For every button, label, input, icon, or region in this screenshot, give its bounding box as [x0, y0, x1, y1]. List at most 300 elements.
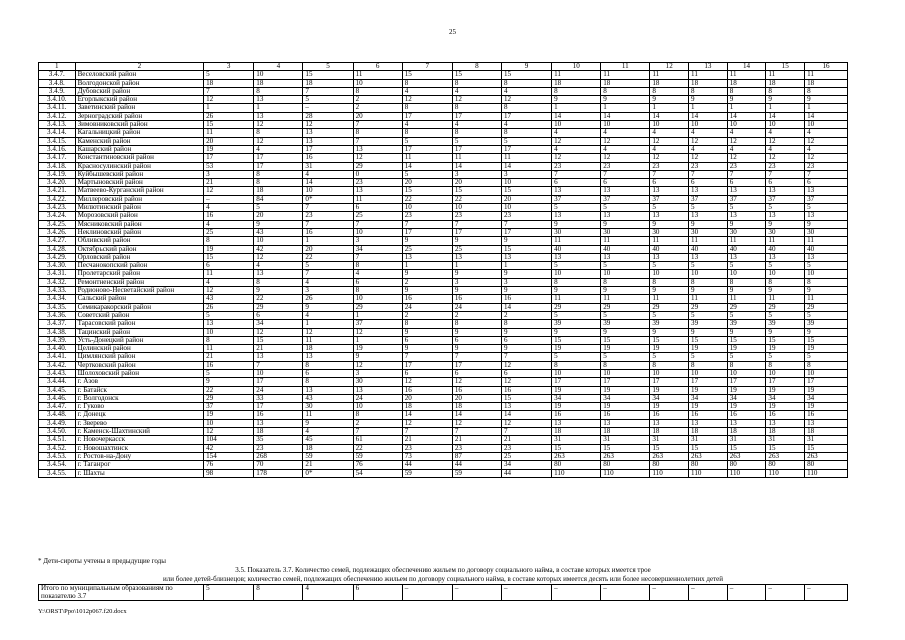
value-cell: 42	[204, 444, 254, 452]
value-cell: 4	[501, 87, 551, 95]
value-cell: 8	[353, 262, 402, 270]
value-cell: 23	[552, 162, 601, 170]
value-cell: 1	[452, 262, 501, 270]
value-cell: 11	[501, 154, 551, 162]
value-cell: 8	[303, 378, 353, 386]
value-cell: 34	[254, 320, 303, 328]
value-cell: 15	[689, 444, 728, 452]
value-cell: 12	[353, 328, 402, 336]
value-cell: 5	[303, 262, 353, 270]
value-cell: 6	[204, 262, 254, 270]
value-cell: 3	[452, 278, 501, 286]
value-cell: 12	[552, 137, 601, 145]
value-cell: 13	[303, 386, 353, 394]
value-cell: 10	[353, 79, 402, 87]
value-cell: 11	[601, 71, 650, 79]
value-cell: 4	[303, 311, 353, 319]
value-cell: 23	[402, 212, 452, 220]
row-number-cell: 3.4.52.	[39, 444, 76, 452]
value-cell: 3	[303, 287, 353, 295]
value-cell: 3	[353, 369, 402, 377]
table-row	[39, 104, 848, 112]
value-cell: 13	[766, 419, 805, 427]
district-name-cell: Зерноградский район	[75, 112, 204, 120]
value-cell: 13	[552, 187, 601, 195]
row-number-cell: 3.4.28.	[39, 245, 76, 253]
value-cell: 104	[204, 436, 254, 444]
table-row	[39, 228, 848, 236]
value-cell: 80	[552, 461, 601, 469]
value-cell: 10	[601, 121, 650, 129]
district-name-cell: Песчанокопский район	[75, 262, 204, 270]
value-cell: 8	[402, 79, 452, 87]
value-cell: 18	[650, 79, 689, 87]
value-cell: 9	[601, 328, 650, 336]
value-cell: 40	[766, 245, 805, 253]
value-cell: 6	[805, 179, 848, 187]
district-name-cell: Чертковский район	[75, 361, 204, 369]
value-cell: 40	[805, 245, 848, 253]
value-cell: 29	[601, 303, 650, 311]
value-cell: 9	[452, 270, 501, 278]
value-cell: 12	[452, 96, 501, 104]
district-name-cell: г. Батайск	[75, 386, 204, 394]
row-number-cell: 3.4.54.	[39, 461, 76, 469]
row-number-cell: 3.4.21.	[39, 187, 76, 195]
value-cell: 21	[303, 461, 353, 469]
value-cell: 18	[766, 428, 805, 436]
table-row	[39, 253, 848, 261]
indicator-line-1: 3.5. Показатель 3.7. Количество семей, подлежащих обеспечению жильем по договору социального найма, в составе которых имеется трое	[235, 566, 651, 574]
value-cell: 42	[254, 245, 303, 253]
value-cell: 12	[254, 253, 303, 261]
district-name-cell: г. Новошахтинск	[75, 444, 204, 452]
value-cell: 7	[805, 170, 848, 178]
value-cell: 18	[805, 428, 848, 436]
value-cell: 7	[353, 220, 402, 228]
table-row	[39, 237, 848, 245]
district-name-cell: Красносулинский район	[75, 162, 204, 170]
value-cell: 5	[805, 262, 848, 270]
header-cell: 1	[39, 63, 76, 71]
value-cell: 20	[501, 195, 551, 203]
value-cell: 5	[601, 311, 650, 319]
district-name-cell: Кагальницкий район	[75, 129, 204, 137]
value-cell: 70	[254, 461, 303, 469]
value-cell: 13	[727, 187, 766, 195]
value-cell: 9	[650, 328, 689, 336]
value-cell: 39	[689, 320, 728, 328]
value-cell: 5	[727, 204, 766, 212]
value-cell: 40	[650, 245, 689, 253]
value-cell: 17	[452, 145, 501, 153]
value-cell: 8	[601, 278, 650, 286]
value-cell: 17	[254, 154, 303, 162]
value-cell: 15	[689, 336, 728, 344]
value-cell: 20	[402, 179, 452, 187]
value-cell: 8	[552, 87, 601, 95]
value-cell: 9	[689, 96, 728, 104]
value-cell: 37	[204, 403, 254, 411]
table-row	[39, 137, 848, 145]
value-cell: 18	[689, 79, 728, 87]
header-cell: 15	[766, 63, 805, 71]
indicator-line-2: или более детей-близнецов; количество семей, подлежащих обеспечению жильем по договору социального найма, в составе которых имеется десять или более несовершеннолетних детей	[163, 575, 723, 584]
table-row	[39, 353, 848, 361]
value-cell: 5	[689, 262, 728, 270]
value-cell: 15	[204, 121, 254, 129]
value-cell: 5	[601, 204, 650, 212]
table-row	[39, 461, 848, 469]
value-cell: 3	[501, 170, 551, 178]
value-cell: 14	[552, 112, 601, 120]
value-cell: 8	[805, 87, 848, 95]
district-name-cell: Волгодонской район	[75, 79, 204, 87]
value-cell: 10	[601, 270, 650, 278]
value-cell: 15	[452, 71, 501, 79]
value-cell: 80	[727, 461, 766, 469]
table-row	[39, 121, 848, 129]
value-cell: 30	[727, 228, 766, 236]
value-cell: 16	[650, 411, 689, 419]
value-cell: 20	[353, 112, 402, 120]
total-value-cell: –	[650, 585, 689, 601]
value-cell: 5	[601, 353, 650, 361]
value-cell: 17	[402, 112, 452, 120]
value-cell: 8	[650, 87, 689, 95]
value-cell: 11	[552, 71, 601, 79]
value-cell: 22	[353, 444, 402, 452]
table-row	[39, 469, 848, 477]
value-cell: 17	[805, 378, 848, 386]
value-cell: 9	[727, 328, 766, 336]
value-cell: 11	[402, 154, 452, 162]
value-cell: 31	[805, 436, 848, 444]
value-cell: 13	[353, 145, 402, 153]
value-cell: 19	[552, 345, 601, 353]
table-row	[39, 179, 848, 187]
value-cell: 17	[501, 145, 551, 153]
value-cell: 11	[805, 71, 848, 79]
district-name-cell: Неклиновский район	[75, 228, 204, 236]
row-number-cell: 3.4.10.	[39, 96, 76, 104]
district-name-cell: г. Донецк	[75, 411, 204, 419]
district-name-cell: г. Гуково	[75, 403, 204, 411]
row-number-cell: 3.4.38.	[39, 328, 76, 336]
row-number-cell: 3.4.27.	[39, 237, 76, 245]
district-name-cell: Тацинский район	[75, 328, 204, 336]
table-row	[39, 87, 848, 95]
value-cell: 59	[452, 469, 501, 477]
value-cell: 7	[303, 270, 353, 278]
value-cell: 9	[766, 220, 805, 228]
value-cell: 110	[552, 469, 601, 477]
header-cell: 3	[204, 63, 254, 71]
value-cell: 29	[552, 303, 601, 311]
value-cell: 17	[254, 162, 303, 170]
value-cell: 17	[452, 228, 501, 236]
value-cell: 15	[402, 187, 452, 195]
value-cell: 10	[254, 237, 303, 245]
value-cell: 6	[254, 311, 303, 319]
value-cell: 30	[303, 403, 353, 411]
value-cell: 12	[601, 137, 650, 145]
total-value-cell: –	[727, 585, 766, 601]
value-cell: 12	[452, 378, 501, 386]
row-number-cell: 3.4.14.	[39, 129, 76, 137]
value-cell: 21	[501, 436, 551, 444]
total-value-cell: 8	[254, 585, 303, 601]
value-cell: 39	[727, 320, 766, 328]
value-cell: 12	[204, 187, 254, 195]
value-cell: 73	[402, 452, 452, 460]
header-cell: 12	[650, 63, 689, 71]
district-name-cell: Цимлянский район	[75, 353, 204, 361]
value-cell: 7	[303, 87, 353, 95]
value-cell: 19	[601, 386, 650, 394]
value-cell: 25	[353, 212, 402, 220]
value-cell: 11	[303, 336, 353, 344]
value-cell: 16	[204, 361, 254, 369]
value-cell: 1	[204, 104, 254, 112]
value-cell: 26	[303, 295, 353, 303]
value-cell: 10	[254, 71, 303, 79]
table-row	[39, 320, 848, 328]
value-cell: 14	[402, 411, 452, 419]
value-cell: 14	[727, 112, 766, 120]
table-row	[39, 162, 848, 170]
value-cell: 10	[552, 121, 601, 129]
value-cell: 5	[650, 204, 689, 212]
value-cell: 19	[204, 145, 254, 153]
value-cell: 12	[650, 154, 689, 162]
value-cell: 10	[501, 204, 551, 212]
row-number-cell: 3.4.13.	[39, 121, 76, 129]
value-cell: 13	[552, 419, 601, 427]
value-cell: 8	[501, 104, 551, 112]
value-cell: 1	[303, 320, 353, 328]
value-cell: 4	[766, 145, 805, 153]
value-cell: 1	[650, 104, 689, 112]
row-number-cell: 3.4.43.	[39, 369, 76, 377]
table-row	[39, 436, 848, 444]
value-cell: 11	[805, 237, 848, 245]
table-row	[39, 328, 848, 336]
value-cell: 5	[552, 311, 601, 319]
value-cell: 5	[552, 262, 601, 270]
value-cell: 20	[452, 179, 501, 187]
value-cell: 9	[204, 378, 254, 386]
value-cell: 3	[501, 278, 551, 286]
value-cell: 19	[650, 345, 689, 353]
header-cell: 5	[303, 63, 353, 71]
value-cell: 15	[727, 444, 766, 452]
table-row	[39, 145, 848, 153]
value-cell: 40	[727, 245, 766, 253]
value-cell: 29	[353, 303, 402, 311]
value-cell: 18	[552, 428, 601, 436]
value-cell: 30	[601, 228, 650, 236]
value-cell: 13	[601, 212, 650, 220]
value-cell: 7	[452, 220, 501, 228]
value-cell: 13	[353, 386, 402, 394]
value-cell: 15	[650, 444, 689, 452]
value-cell: 17	[766, 378, 805, 386]
value-cell: 19	[552, 403, 601, 411]
value-cell: 13	[552, 253, 601, 261]
value-cell: 5	[727, 353, 766, 361]
row-number-cell: 3.4.55.	[39, 469, 76, 477]
value-cell: 13	[601, 253, 650, 261]
value-cell: 8	[689, 361, 728, 369]
value-cell: 19	[204, 245, 254, 253]
value-cell: 12	[805, 137, 848, 145]
value-cell: 12	[501, 419, 551, 427]
value-cell: 18	[552, 79, 601, 87]
value-cell: 53	[204, 162, 254, 170]
value-cell: 4	[766, 129, 805, 137]
value-cell: 4	[552, 129, 601, 137]
value-cell: 4	[254, 145, 303, 153]
value-cell: 20	[402, 394, 452, 402]
value-cell: 13	[805, 187, 848, 195]
value-cell: 3	[452, 170, 501, 178]
value-cell: 9	[766, 328, 805, 336]
value-cell: 30	[552, 228, 601, 236]
value-cell: 34	[805, 394, 848, 402]
value-cell: 2	[353, 96, 402, 104]
value-cell: 9	[501, 270, 551, 278]
value-cell: 23	[805, 162, 848, 170]
value-cell: 15	[650, 336, 689, 344]
table-row	[39, 270, 848, 278]
value-cell: 9	[727, 96, 766, 104]
value-cell: 5	[650, 353, 689, 361]
value-cell: 30	[689, 228, 728, 236]
value-cell: 31	[689, 436, 728, 444]
value-cell: 6	[501, 369, 551, 377]
value-cell: 4	[204, 204, 254, 212]
value-cell: 10	[766, 369, 805, 377]
district-name-cell: Шолоховский район	[75, 369, 204, 377]
value-cell: 18	[727, 79, 766, 87]
district-name-cell: Морозовский район	[75, 212, 204, 220]
value-cell: 37	[353, 320, 402, 328]
value-cell: 13	[727, 419, 766, 427]
value-cell: 20	[303, 245, 353, 253]
total-value-cell: 4	[303, 585, 353, 601]
value-cell: 23	[353, 179, 402, 187]
value-cell: 29	[805, 303, 848, 311]
value-cell: 9	[402, 270, 452, 278]
value-cell: 1	[402, 262, 452, 270]
value-cell: 13	[727, 253, 766, 261]
value-cell: 13	[254, 270, 303, 278]
value-cell: 10	[402, 204, 452, 212]
value-cell: 22	[303, 253, 353, 261]
table-row	[39, 129, 848, 137]
value-cell: 31	[727, 436, 766, 444]
value-cell: 17	[402, 361, 452, 369]
total-value-cell: 6	[353, 585, 402, 601]
value-cell: 12	[204, 428, 254, 436]
table-row	[39, 96, 848, 104]
row-number-cell: 3.4.31.	[39, 270, 76, 278]
value-cell: 4	[805, 145, 848, 153]
value-cell: 12	[353, 154, 402, 162]
value-cell: 80	[650, 461, 689, 469]
value-cell: 8	[254, 170, 303, 178]
district-name-cell: Мартыновский район	[75, 179, 204, 187]
value-cell: 13	[689, 419, 728, 427]
value-cell: 8	[353, 129, 402, 137]
value-cell: 5	[552, 353, 601, 361]
table-row	[39, 303, 848, 311]
total-label: Итого по муниципальным образованиям по показателю 3.7	[39, 585, 204, 601]
value-cell: 21	[452, 436, 501, 444]
value-cell: 12	[766, 137, 805, 145]
value-cell: 2	[353, 419, 402, 427]
value-cell: 13	[254, 419, 303, 427]
value-cell: 17	[501, 228, 551, 236]
value-cell: 13	[601, 419, 650, 427]
value-cell: 7	[204, 87, 254, 95]
value-cell: 4	[601, 129, 650, 137]
value-cell: 16	[501, 295, 551, 303]
value-cell: 10	[601, 369, 650, 377]
district-name-cell: г. Зверево	[75, 419, 204, 427]
value-cell: 43	[303, 394, 353, 402]
value-cell: 9	[452, 328, 501, 336]
value-cell: 5	[766, 311, 805, 319]
value-cell: 59	[402, 469, 452, 477]
value-cell: 10	[689, 270, 728, 278]
row-number-cell: 3.4.51.	[39, 436, 76, 444]
value-cell: 10	[805, 369, 848, 377]
value-cell: 23	[766, 162, 805, 170]
value-cell: 4	[303, 170, 353, 178]
value-cell: 16	[805, 411, 848, 419]
value-cell: 14	[805, 112, 848, 120]
row-number-cell: 3.4.48.	[39, 411, 76, 419]
value-cell: 16	[727, 411, 766, 419]
value-cell: 7	[650, 170, 689, 178]
value-cell: 12	[402, 378, 452, 386]
value-cell: 8	[452, 320, 501, 328]
value-cell: 7	[353, 137, 402, 145]
value-cell: 13	[766, 212, 805, 220]
row-number-cell: 3.4.16.	[39, 145, 76, 153]
value-cell: 13	[650, 419, 689, 427]
value-cell: 12	[501, 378, 551, 386]
value-cell: 18	[254, 187, 303, 195]
value-cell: 19	[689, 345, 728, 353]
value-cell: 40	[552, 245, 601, 253]
value-cell: 29	[650, 303, 689, 311]
value-cell: 11	[552, 237, 601, 245]
value-cell: 7	[402, 428, 452, 436]
value-cell: 34	[650, 394, 689, 402]
value-cell: 16	[254, 411, 303, 419]
value-cell: 5	[204, 311, 254, 319]
table-row	[39, 411, 848, 419]
value-cell: 5	[766, 204, 805, 212]
value-cell: 19	[353, 345, 402, 353]
value-cell: 31	[601, 436, 650, 444]
value-cell: 84	[254, 195, 303, 203]
value-cell: 263	[650, 452, 689, 460]
value-cell: 11	[601, 237, 650, 245]
